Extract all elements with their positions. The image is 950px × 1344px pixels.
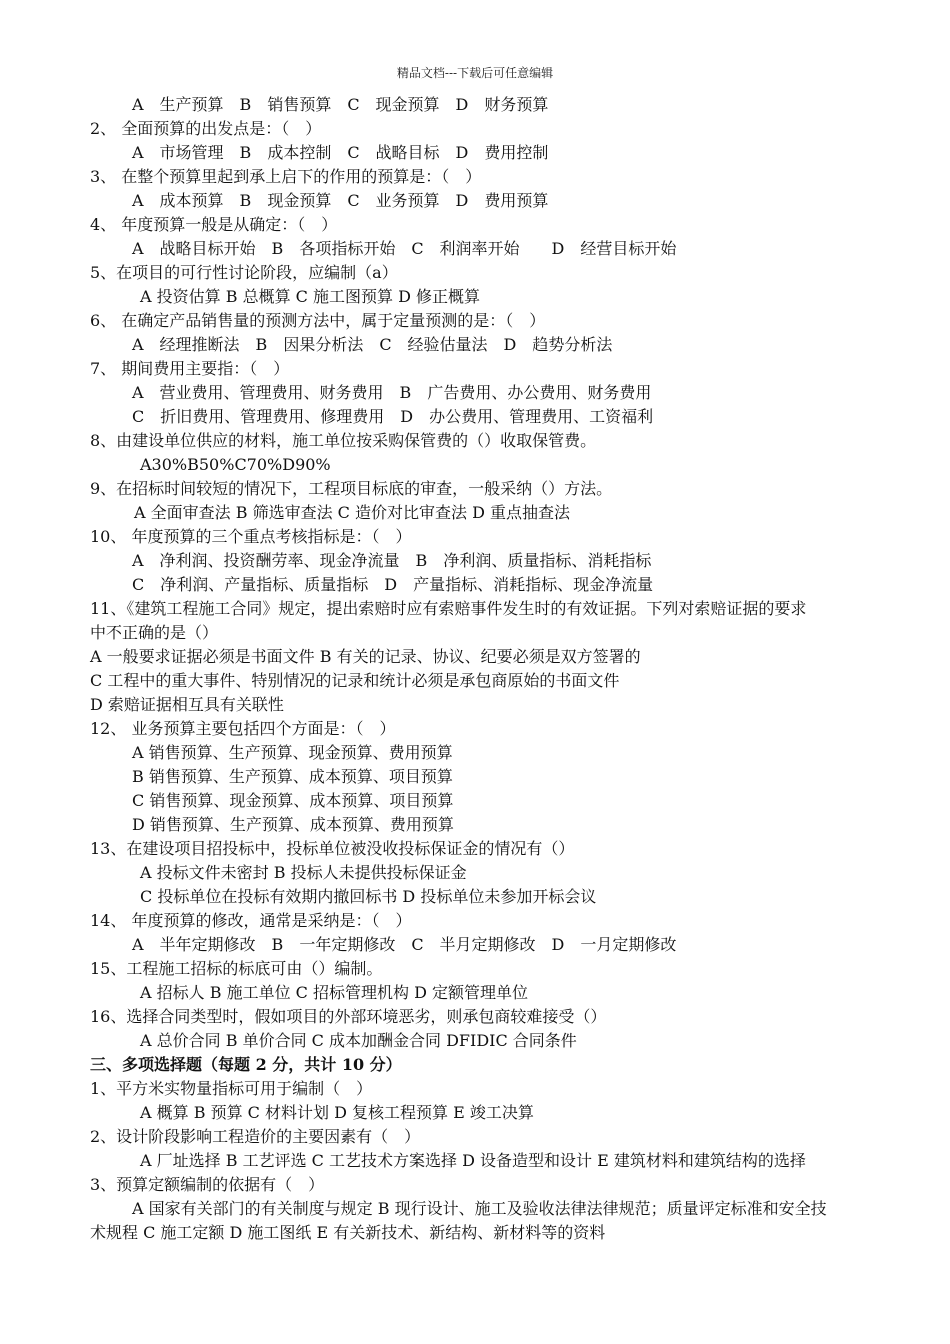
page-header: 精品文档---下载后可任意编辑 bbox=[396, 66, 554, 80]
section-heading: 三、多项选择题（每题 2 分，共计 10 分） bbox=[90, 1055, 402, 1074]
option-line: D 索赔证据相互具有关联性 bbox=[90, 695, 284, 714]
option-line: C 工程中的重大事件、特别情况的记录和统计必须是承包商原始的书面文件 bbox=[90, 671, 620, 690]
question-line: 3、 在整个预算里起到承上启下的作用的预算是：（ ） bbox=[90, 167, 482, 186]
question-line: 10、 年度预算的三个重点考核指标是：（ ） bbox=[90, 527, 412, 546]
option-line: A 招标人 B 施工单位 C 招标管理机构 D 定额管理单位 bbox=[140, 983, 528, 1002]
question-line: 15、工程施工招标的标底可由（）编制。 bbox=[90, 959, 383, 978]
option-line: A 经理推断法 B 因果分析法 C 经验估量法 D 趋势分析法 bbox=[132, 335, 613, 354]
option-line: A 概算 B 预算 C 材料计划 D 复核工程预算 E 竣工决算 bbox=[140, 1103, 534, 1122]
question-line: 7、 期间费用主要指：（ ） bbox=[90, 359, 290, 378]
question-line: 中不正确的是（） bbox=[90, 623, 219, 642]
option-line: A 战略目标开始 B 各项指标开始 C 利润率开始 D 经营目标开始 bbox=[132, 239, 677, 258]
option-line: A 营业费用、管理费用、财务费用 B 广告费用、办公费用、财务费用 bbox=[132, 383, 652, 402]
option-line: A 一般要求证据必须是书面文件 B 有关的记录、协议、纪要必须是双方签署的 bbox=[90, 647, 641, 666]
question-line: 6、 在确定产品销售量的预测方法中，属于定量预测的是：（ ） bbox=[90, 311, 546, 330]
option-line: C 净利润、产量指标、质量指标 D 产量指标、消耗指标、现金净流量 bbox=[132, 575, 654, 594]
option-line: 术规程 C 施工定额 D 施工图纸 E 有关新技术、新结构、新材料等的资料 bbox=[90, 1223, 606, 1242]
question-line: 2、设计阶段影响工程造价的主要因素有（ ） bbox=[90, 1127, 421, 1146]
option-line: A 投标文件未密封 B 投标人未提供投标保证金 bbox=[140, 863, 467, 882]
question-line: 8、由建设单位供应的材料，施工单位按采购保管费的（）收取保管费。 bbox=[90, 431, 597, 450]
option-line: A30%B50%C70%D90% bbox=[140, 455, 331, 474]
option-line: A 半年定期修改 B 一年定期修改 C 半月定期修改 D 一月定期修改 bbox=[132, 935, 677, 954]
question-line: 16、选择合同类型时，假如项目的外部环境恶劣，则承包商较难接受（） bbox=[90, 1007, 607, 1026]
question-line: 4、 年度预算一般是从确定：（ ） bbox=[90, 215, 338, 234]
question-line: 14、 年度预算的修改，通常是采纳是：（ ） bbox=[90, 911, 412, 930]
option-line: A 国家有关部门的有关制度与规定 B 现行设计、施工及验收法律法律规范；质量评定标准和安全技 bbox=[132, 1199, 827, 1218]
option-line: C 投标单位在投标有效期内撤回标书 D 投标单位未参加开标会议 bbox=[140, 887, 597, 906]
option-line: C 销售预算、现金预算、成本预算、项目预算 bbox=[132, 791, 454, 810]
question-line: 11、《建筑工程施工合同》规定，提出索赔时应有索赔事件发生时的有效证据。下列对索赔证据的要求 bbox=[90, 599, 807, 618]
option-line: A 净利润、投资酬劳率、现金净流量 B 净利润、质量指标、消耗指标 bbox=[132, 551, 652, 570]
option-line: B 销售预算、生产预算、成本预算、项目预算 bbox=[132, 767, 453, 786]
option-line: A 投资估算 B 总概算 C 施工图预算 D 修正概算 bbox=[140, 287, 480, 306]
option-line: C 折旧费用、管理费用、修理费用 D 办公费用、管理费用、工资福利 bbox=[132, 407, 654, 426]
question-line: 13、在建设项目招投标中，投标单位被没收投标保证金的情况有（） bbox=[90, 839, 575, 858]
option-line: A 生产预算 B 销售预算 C 现金预算 D 财务预算 bbox=[132, 95, 549, 114]
option-line: A 全面审查法 B 筛选审查法 C 造价对比审查法 D 重点抽查法 bbox=[134, 503, 570, 522]
option-line: A 厂址选择 B 工艺评选 C 工艺技术方案选择 D 设备造型和设计 E 建筑材料和建筑结构的选择 bbox=[140, 1151, 806, 1170]
question-line: 9、在招标时间较短的情况下，工程项目标底的审查，一般采纳（）方法。 bbox=[90, 479, 613, 498]
question-line: 2、 全面预算的出发点是：（ ） bbox=[90, 119, 322, 138]
option-line: A 总价合同 B 单价合同 C 成本加酬金合同 DFIDIC 合同条件 bbox=[140, 1031, 577, 1050]
question-line: 12、 业务预算主要包括四个方面是：（ ） bbox=[90, 719, 396, 738]
option-line: A 销售预算、生产预算、现金预算、费用预算 bbox=[132, 743, 453, 762]
question-line: 3、预算定额编制的依据有（ ） bbox=[90, 1175, 325, 1194]
option-line: A 市场管理 B 成本控制 C 战略目标 D 费用控制 bbox=[132, 143, 549, 162]
option-line: D 销售预算、生产预算、成本预算、费用预算 bbox=[132, 815, 454, 834]
question-line: 5、在项目的可行性讨论阶段，应编制（a） bbox=[90, 263, 398, 282]
question-line: 1、平方米实物量指标可用于编制（ ） bbox=[90, 1079, 373, 1098]
option-line: A 成本预算 B 现金预算 C 业务预算 D 费用预算 bbox=[132, 191, 549, 210]
